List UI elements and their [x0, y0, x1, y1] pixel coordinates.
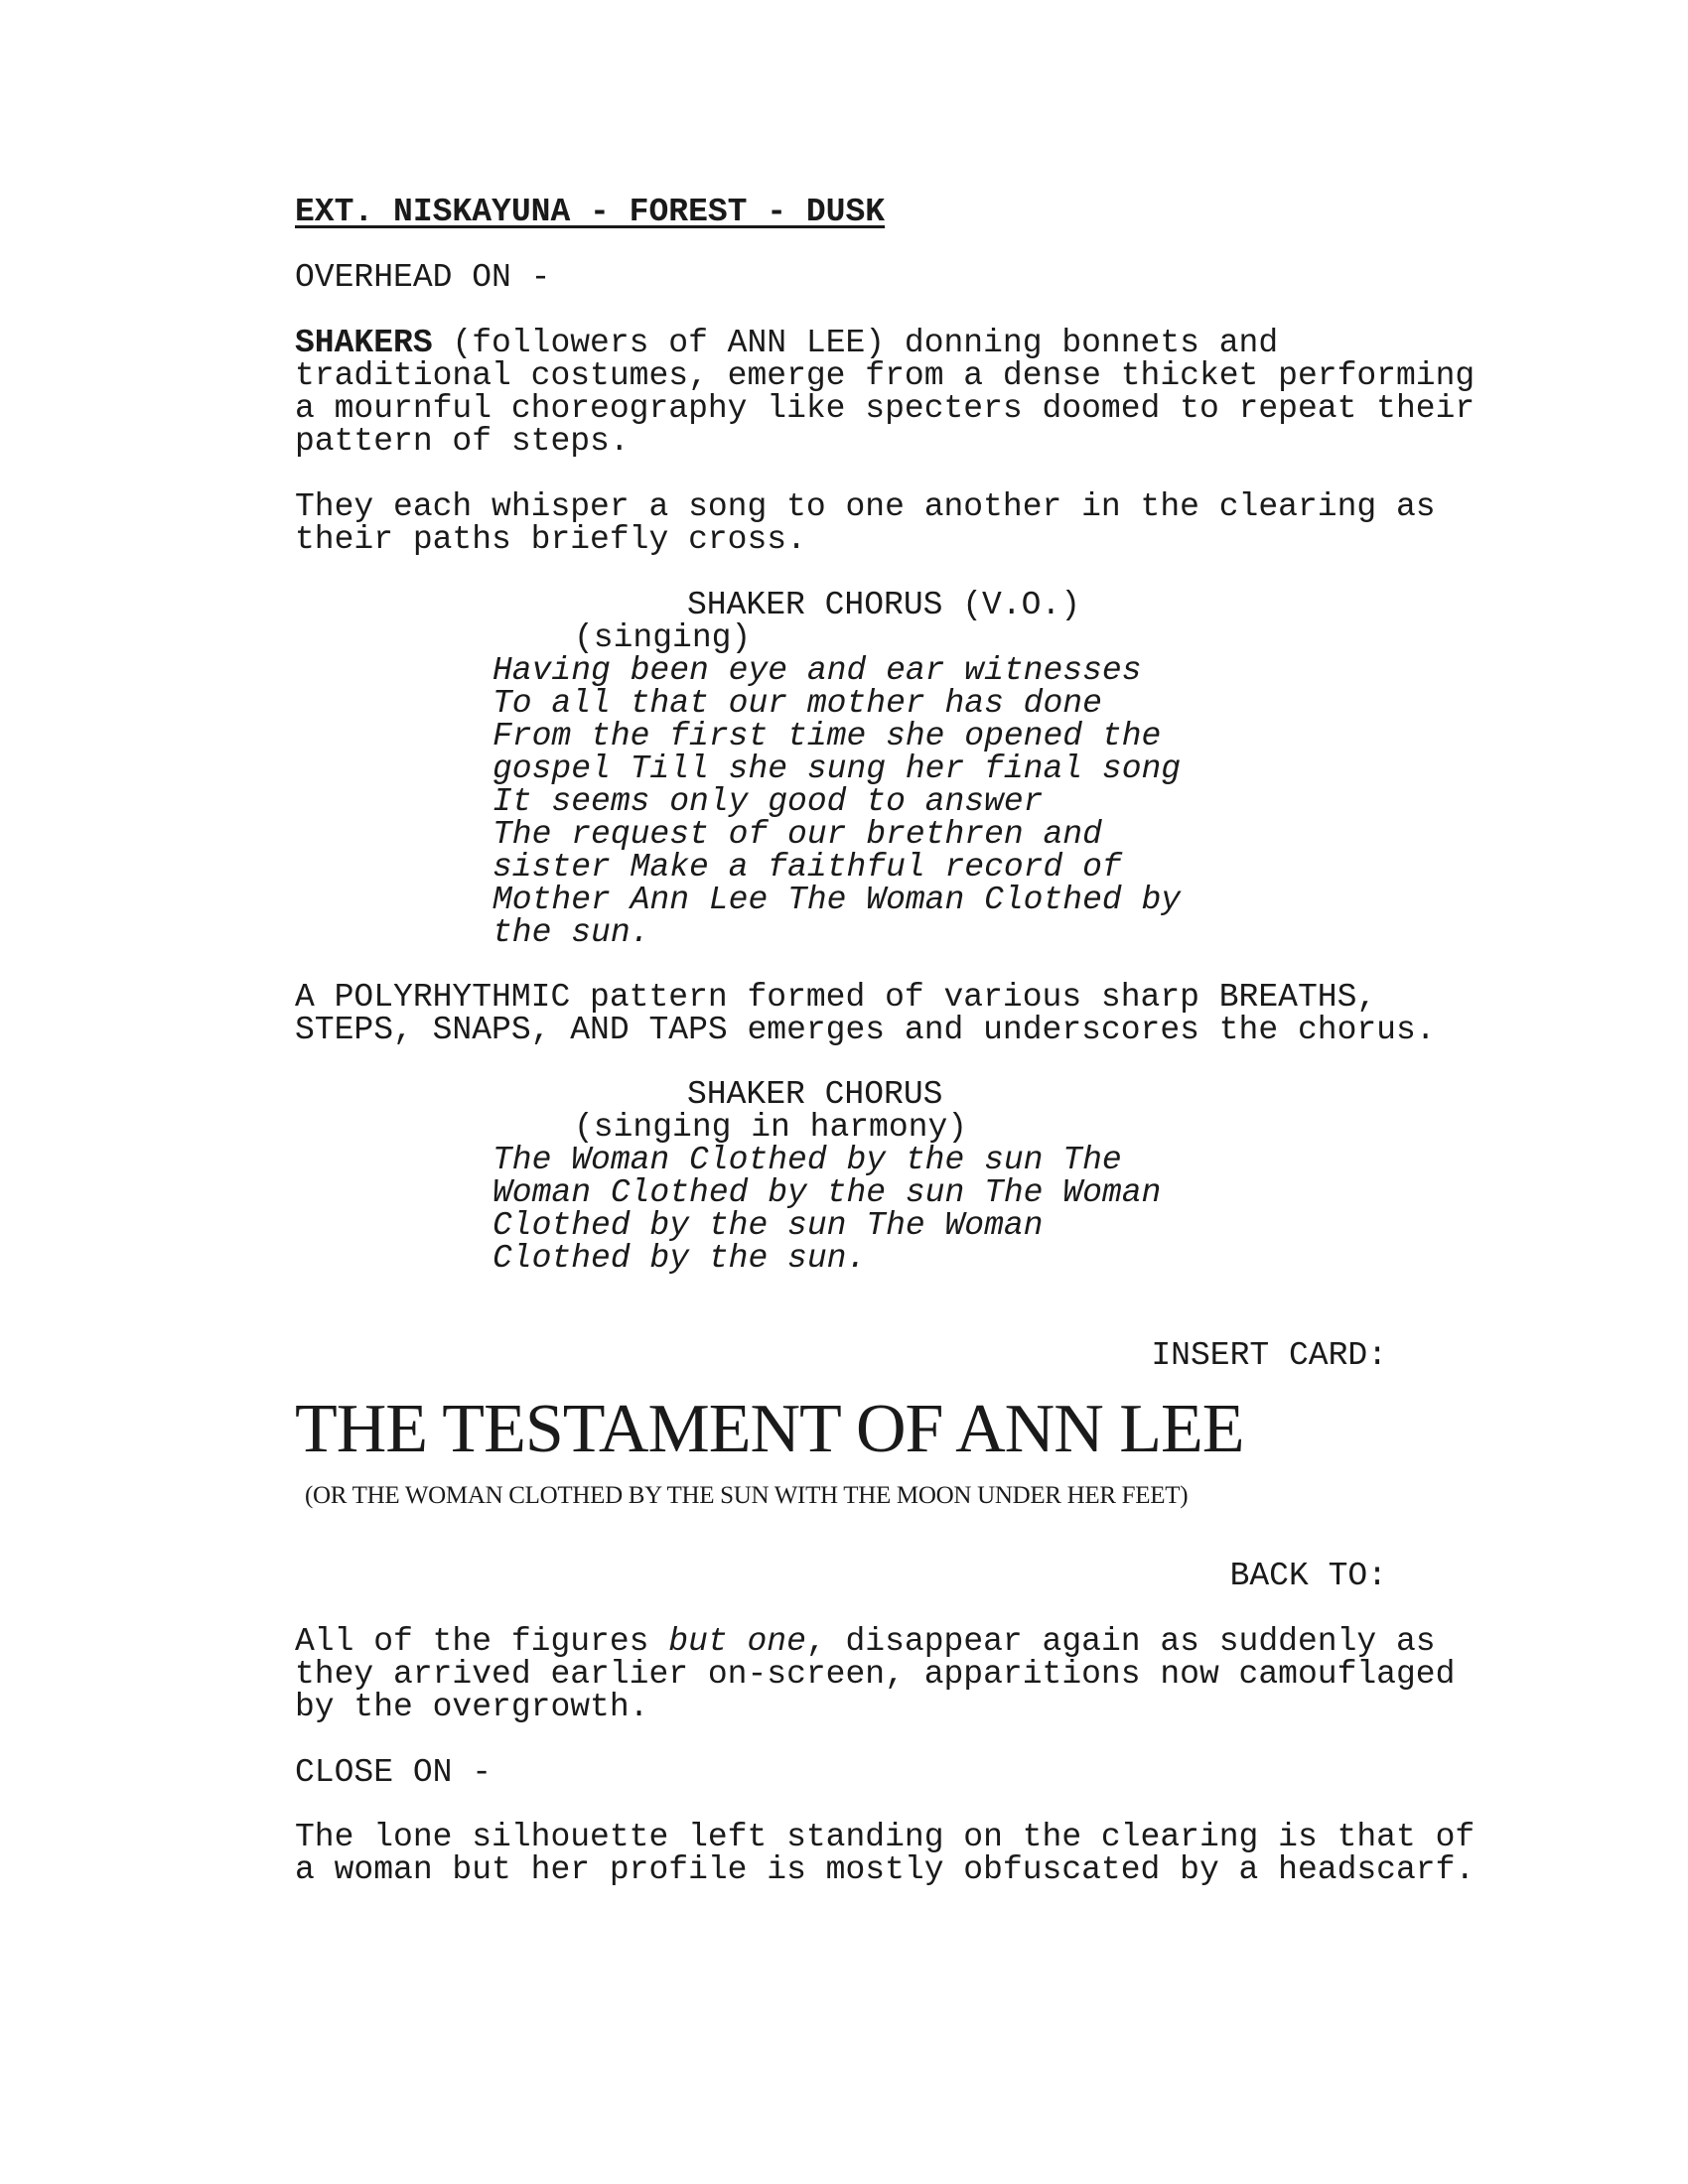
action-shakers: [295, 327, 1475, 458]
action-shakers-line-1: (followers of ANN LEE) donning bonnets and: [432, 325, 1279, 361]
shot-close-on: CLOSE ON -: [295, 1754, 492, 1791]
parenthetical-2: (singing in harmony): [574, 1109, 968, 1146]
action-polyrhythmic: A POLYRHYTHMIC pattern formed of various sharp BREATHS, STEPS, SNAPS, AND TAPS emerges and underscores the chorus.: [295, 979, 1436, 1048]
character-cue-2: SHAKER CHORUS: [687, 1076, 943, 1113]
subtitle-card: (OR THE WOMAN CLOTHED BY THE SUN WITH THE MOON UNDER HER FEET): [305, 1482, 1189, 1509]
action-figures-part-2: , disappear again as suddenly as: [805, 1623, 1436, 1660]
action-shakers-line-4: pattern of steps.: [295, 423, 630, 460]
action-whisper: They each whisper a song to one another in the clearing as their paths briefly cross.: [295, 488, 1436, 558]
character-cue-1: SHAKER CHORUS (V.O.): [687, 587, 1081, 623]
parenthetical-1: (singing): [574, 619, 752, 656]
shakers-bold: SHAKERS: [295, 325, 433, 361]
action-shakers-line-3: a mournful choreography like specters doomed to repeat their: [295, 390, 1476, 427]
dialogue-lyrics-1: Having been eye and ear witnesses To all that our mother has done From the first time she opened the gospel Till she sung her final song It seems only good to answer The request of our brethren and sister Make a faithful record of Mother Ann Lee The Woman Clothed by the sun.: [492, 652, 1182, 951]
scene-heading: EXT. NISKAYUNA - FOREST - DUSK: [295, 194, 886, 230]
transition-insert-card: INSERT CARD:: [1151, 1337, 1387, 1374]
dialogue-lyrics-2: The Woman Clothed by the sun The Woman Clothed by the sun The Woman Clothed by the sun The Woman Clothed by the sun.: [492, 1142, 1162, 1277]
action-figures-italic: but one: [668, 1623, 806, 1660]
shot-overhead: OVERHEAD ON -: [295, 259, 551, 296]
action-figures: [295, 1625, 1455, 1723]
action-figures-line-3: by the overgrowth.: [295, 1689, 649, 1725]
transition-back-to: BACK TO:: [1229, 1558, 1387, 1594]
action-shakers-line-2: traditional costumes, emerge from a dense thicket performing: [295, 357, 1476, 394]
title-card: THE TESTAMENT OF ANN LEE: [295, 1391, 1244, 1467]
action-figures-part-1: All of the figures: [295, 1623, 669, 1660]
action-figures-line-2: they arrived earlier on-screen, apparitions now camouflaged: [295, 1656, 1456, 1693]
action-silhouette: The lone silhouette left standing on the clearing is that of a woman but her profile is mostly obfuscated by a headscarf.: [295, 1819, 1476, 1888]
